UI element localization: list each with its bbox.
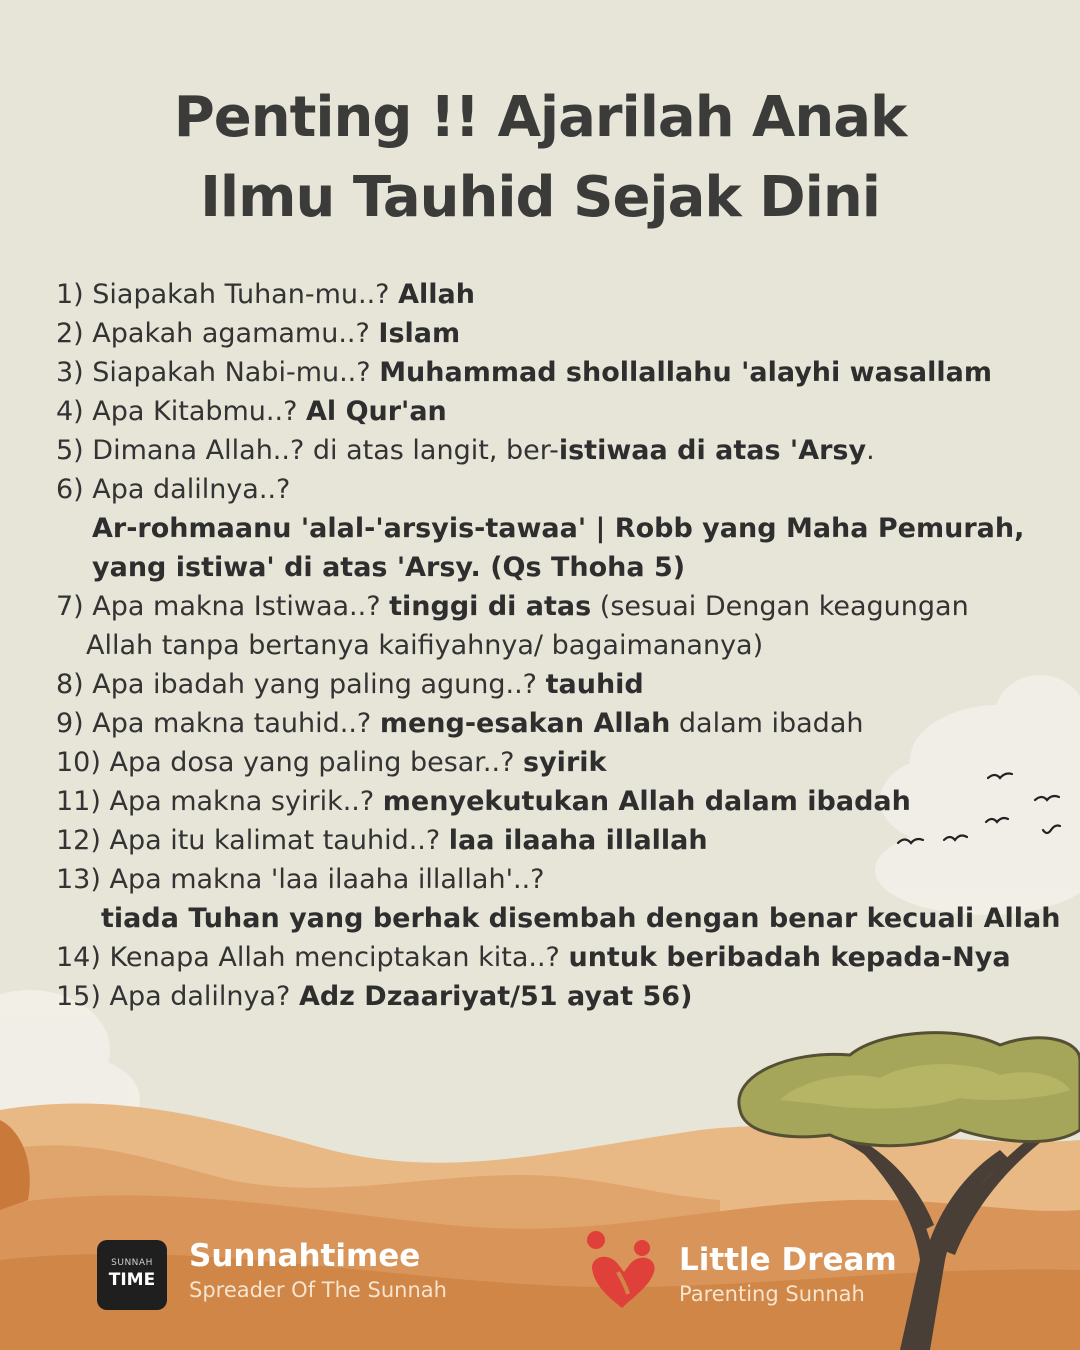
qa-item-6: 6) Apa dalilnya..? <box>56 474 291 505</box>
qa-item-9: 9) Apa makna tauhid..? meng-esakan Allah dalam ibadah <box>56 708 864 739</box>
little-dream-branding <box>582 1228 912 1318</box>
qa-item-13: 13) Apa makna 'laa ilaaha illallah'..? <box>56 864 545 895</box>
qa-item-5: 5) Dimana Allah..? di atas langit, ber-istiwaa di atas 'Arsy. <box>56 435 875 466</box>
qa-item-11: 11) Apa makna syirik..? menyekutukan Allah dalam ibadah <box>56 786 911 817</box>
sunnahtime-brand-name: Sunnahtimee <box>189 1238 421 1274</box>
qa-item-13-answer: tiada Tuhan yang berhak disembah dengan benar kecuali Allah <box>101 903 1061 934</box>
title-line-2: Ilmu Tauhid Sejak Dini <box>200 165 880 230</box>
qa-item-15: 15) Apa dalilnya? Adz Dzaariyat/51 ayat 56) <box>56 981 693 1012</box>
qa-item-3: 3) Siapakah Nabi-mu..? Muhammad shollallahu 'alayhi wasallam <box>56 357 993 388</box>
sunnahtime-logo: SUNNAH TIME <box>97 1240 167 1310</box>
qa-item-6-answer-1: Ar-rohmaanu 'alal-'arsyis-tawaa' | Robb yang Maha Pemurah, <box>92 513 1025 544</box>
little-dream-tagline: Parenting Sunnah <box>679 1282 865 1306</box>
sunnahtime-branding <box>97 1238 497 1318</box>
title-line-1: Penting !! Ajarilah Anak <box>173 85 907 150</box>
qa-item-10: 10) Apa dosa yang paling besar..? syirik <box>56 747 607 778</box>
qa-item-4: 4) Apa Kitabmu..? Al Qur'an <box>56 396 447 427</box>
qa-item-7-continued: Allah tanpa bertanya kaifiyahnya/ bagaimananya) <box>86 630 764 661</box>
little-dream-brand-name: Little Dream <box>679 1242 897 1278</box>
qa-list <box>56 275 1061 1016</box>
qa-item-1: 1) Siapakah Tuhan-mu..? Allah <box>56 279 475 310</box>
qa-item-6-answer-2: yang istiwa' di atas 'Arsy. (Qs Thoha 5) <box>92 552 686 583</box>
qa-item-8: 8) Apa ibadah yang paling agung..? tauhid <box>56 669 644 700</box>
little-dream-heart-icon <box>582 1228 666 1312</box>
qa-item-7: 7) Apa makna Istiwaa..? tinggi di atas (sesuai Dengan keagungan <box>56 591 969 622</box>
qa-item-12: 12) Apa itu kalimat tauhid..? laa ilaaha illallah <box>56 825 708 856</box>
page-title <box>0 78 1080 238</box>
sunnahtime-tagline: Spreader Of The Sunnah <box>189 1278 447 1302</box>
qa-item-2: 2) Apakah agamamu..? Islam <box>56 318 461 349</box>
qa-item-14: 14) Kenapa Allah menciptakan kita..? untuk beribadah kepada-Nya <box>56 942 1011 973</box>
